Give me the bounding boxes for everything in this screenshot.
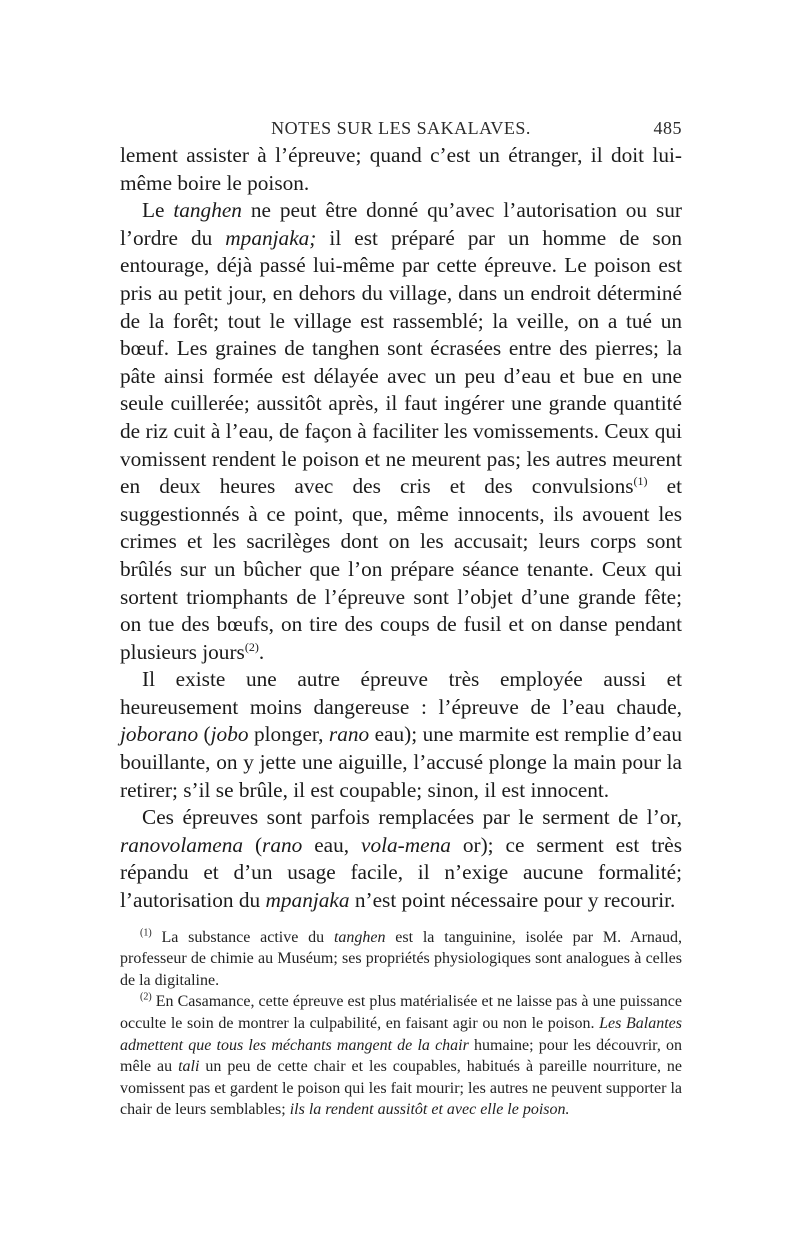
p2-text-2: ne peut être donné qu’avec l’autorisation ou sur l’ordre du [120, 198, 682, 250]
p3-text-1: Il existe une autre épreuve très employée aussi et heureusement moins dangereuse : l’épreuve de l’eau chaude, [120, 667, 682, 719]
p4-italic-3: vola-mena [361, 832, 451, 857]
fn1-italic-1: tanghen [333, 928, 386, 946]
paragraph-4 [120, 804, 682, 914]
p3-text-2: ( [198, 722, 211, 747]
running-title: NOTES SUR LES SAKALAVES. [271, 118, 531, 138]
p2-text-1: Le [142, 198, 174, 223]
p3-italic-1: joborano [120, 722, 199, 747]
p4-text-1: Ces épreuves sont parfois remplacées par le serment de l’or, [142, 805, 682, 830]
page-number: 485 [653, 118, 682, 138]
fn2-text-3: un peu de cette chair et les coupables, habitués à pareille nourriture, ne vomissent pas et gardent le poison qui les fait mourir; les autres ne peuvent supporter la chair de leurs semblables; [120, 1058, 682, 1119]
paragraph-2 [120, 197, 682, 666]
footnote-ref-2[interactable]: (2) [244, 639, 259, 654]
p4-italic-4: mpanjaka [265, 888, 350, 913]
fn2-italic-2: tali [178, 1058, 200, 1076]
fn2-text-2: humaine; pour les découvrir, on mêle au [120, 1036, 682, 1076]
p2-text-5: . [258, 639, 265, 664]
main-text [120, 142, 682, 915]
paragraph-1 [120, 142, 682, 197]
p4-italic-1: ranovolamena [120, 832, 244, 857]
p3-italic-3: rano [328, 722, 370, 747]
paragraph-3 [120, 666, 682, 804]
footnote-1-mark: (1) [140, 927, 152, 939]
p3-italic-2: jobo [210, 722, 249, 747]
p2-text-3: il est préparé par un homme de son entourage, déjà passé lui-même par cette épreuve. Le poison est pris au petit jour, en dehors du village, dans un endroit déterminé de la forêt; tout le village est rassemblé; la veille, on a tué un bœuf. Les graines de tanghen sont écrasées entre des pierres; la pâte ainsi formée est délayée avec un peu d’eau et bue en une seule cuillerée; aussitôt après, il faut ingérer une grande quantité de riz cuit à l’eau, de façon à faciliter les vomissements. Ceux qui vomissent rendent le poison et ne meurent pas; les autres meurent en deux heures avec des cris et des convulsions [120, 225, 682, 499]
page [120, 108, 682, 1121]
p4-italic-2: rano [262, 832, 303, 857]
p2-text-4: et suggestionnés à ce point, que, même innocents, ils avouent les crimes et les sacrilèges dont on les accusait; leurs corps sont brûlés sur un bûcher que l’on prépare séance tenante. Ceux qui sortent triomphants de l’épreuve sont l’objet d’une grande fête; on tue des bœufs, on tire des coups de fusil et on danse pendant plusieurs jours [120, 474, 682, 664]
fn2-text-1: En Casamance, cette épreuve est plus matérialisée et ne laisse pas à une puissance occulte le soin de montrer la culpabilité, en faisant agir ou non le poison. [120, 993, 682, 1032]
running-head [120, 108, 682, 142]
p2-italic-2: mpanjaka; [225, 225, 317, 250]
footnotes [120, 927, 682, 1121]
p3-text-3: plonger, [248, 722, 329, 747]
fn2-italic-1: Les Balantes admettent que tous les méchants mangent de la chair [120, 1015, 683, 1054]
fn1-text-1: La substance active du [151, 928, 334, 946]
footnote-2-mark: (2) [140, 992, 152, 1004]
p3-text-4: eau); une marmite est remplie d’eau bouillante, on y jette une aiguille, l’accusé plonge la main pour la retirer; s’il se brûle, il est coupable; sinon, il est innocent. [120, 722, 682, 802]
p4-text-2: ( [243, 832, 263, 857]
footnote-2 [120, 991, 682, 1121]
p4-text-4: or); ce serment est très répandu et d’un usage facile, il n’exige aucune formalité; l’autorisation du [120, 832, 682, 913]
paragraph-1-text: lement assister à l’épreuve; quand c’est un étranger, il doit lui-même boire le poison. [120, 143, 682, 195]
fn2-italic-3: ils la rendent aussitôt et avec elle le poison. [289, 1101, 570, 1119]
p4-text-5: n’est point nécessaire pour y recourir. [349, 888, 676, 913]
p2-italic-1: tanghen [173, 198, 242, 223]
footnote-1 [120, 927, 682, 992]
p4-text-3: eau, [302, 832, 362, 857]
fn1-text-2: est la tanguinine, isolée par M. Arnaud, professeur de chimie au Muséum; ses propriétés physiologiques sont analogues à celles de la digitaline. [120, 928, 682, 989]
footnote-ref-1[interactable]: (1) [633, 474, 648, 489]
